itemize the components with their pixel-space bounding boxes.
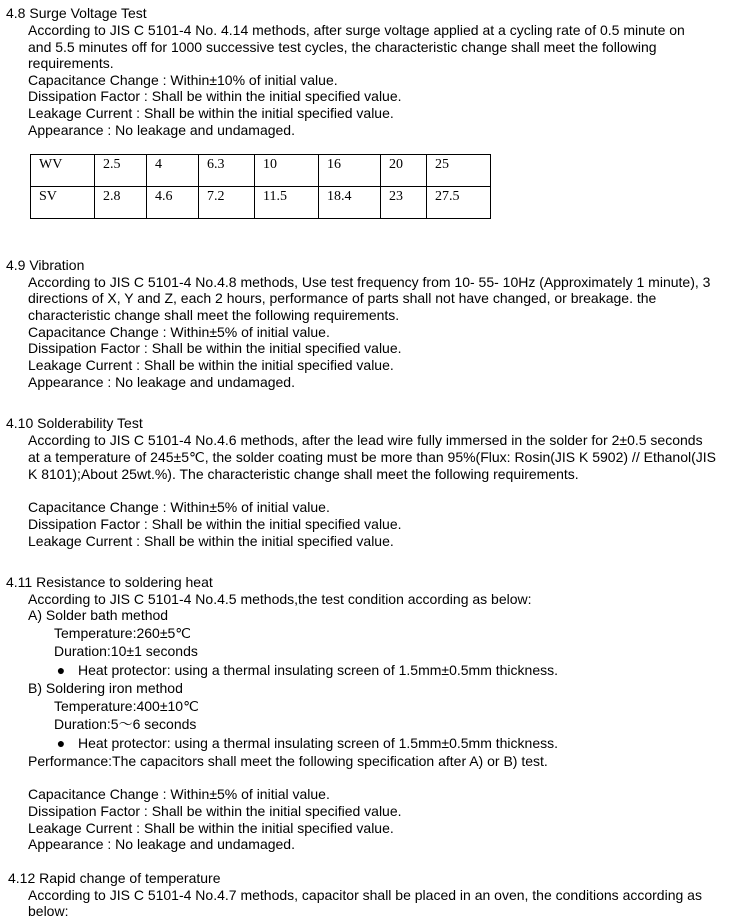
section-4-9-title: 4.9 Vibration <box>6 257 85 273</box>
s410-dissipation: Dissipation Factor : Shall be within the initial specified value. <box>28 516 402 532</box>
s410-capacitance: Capacitance Change : Within±5% of initial value. <box>28 499 330 515</box>
s410-line-3: K 8101);About 25wt.%). The characteristic change shall meet the following requirements. <box>28 466 579 482</box>
s48-line-3: requirements. <box>28 55 114 71</box>
s411-method-b-duration: Duration:5～6 seconds <box>54 716 197 732</box>
table-cell: SV <box>31 187 95 219</box>
s411-method-b-temperature: Temperature:400±10℃ <box>54 698 199 714</box>
table-row-sv <box>31 187 491 219</box>
table-cell: 11.5 <box>255 187 319 219</box>
s49-leakage: Leakage Current : Shall be within the initial specified value. <box>28 357 394 373</box>
s410-leakage: Leakage Current : Shall be within the initial specified value. <box>28 533 394 549</box>
section-4-12-title: 4.12 Rapid change of temperature <box>8 870 221 886</box>
s48-leakage: Leakage Current : Shall be within the initial specified value. <box>28 105 394 121</box>
wv-sv-table <box>30 154 491 219</box>
s49-line-2: directions of X, Y and Z, each 2 hours, performance of parts shall not have changed, or breakage. the <box>28 290 657 306</box>
s411-capacitance: Capacitance Change : Within±5% of initial value. <box>28 786 330 802</box>
s411-method-a-label: A) Solder bath method <box>28 607 169 623</box>
s411-method-a-duration: Duration:10±1 seconds <box>54 643 198 659</box>
bullet-icon: ● <box>56 662 66 678</box>
s48-line-2: and 5.5 minutes off for 1000 successive test cycles, the characteristic change shall meet the following <box>28 39 657 55</box>
table-cell: 2.8 <box>95 187 147 219</box>
table-cell: 23 <box>381 187 427 219</box>
s411-method-a-temperature: Temperature:260±5℃ <box>54 625 192 641</box>
s49-line-1: According to JIS C 5101-4 No.4.8 methods, Use test frequency from 10- 55- 10Hz (Approximately 1 minute), 3 <box>28 274 711 290</box>
table-cell: 10 <box>255 155 319 187</box>
s49-line-3: characteristic change shall meet the following requirements. <box>28 307 400 323</box>
section-4-10-title: 4.10 Solderability Test <box>6 415 143 431</box>
s411-leakage: Leakage Current : Shall be within the initial specified value. <box>28 820 394 836</box>
table-row-wv <box>31 155 491 187</box>
s48-appearance: Appearance : No leakage and undamaged. <box>28 122 295 138</box>
s49-appearance: Appearance : No leakage and undamaged. <box>28 374 295 390</box>
s411-appearance: Appearance : No leakage and undamaged. <box>28 836 295 852</box>
table-cell: 16 <box>319 155 381 187</box>
table-cell: WV <box>31 155 95 187</box>
s411-method-b-label: B) Soldering iron method <box>28 680 183 696</box>
s412-line-2: below: <box>28 903 69 919</box>
table-cell: 2.5 <box>95 155 147 187</box>
s411-intro: According to JIS C 5101-4 No.4.5 methods,the test condition according as below: <box>28 591 532 607</box>
table-cell: 6.3 <box>199 155 255 187</box>
table-cell: 7.2 <box>199 187 255 219</box>
table-cell: 20 <box>381 155 427 187</box>
table-cell: 18.4 <box>319 187 381 219</box>
s48-line-1: According to JIS C 5101-4 No. 4.14 methods, after surge voltage applied at a cycling rate of 0.5 minute on <box>28 22 685 38</box>
s49-capacitance: Capacitance Change : Within±5% of initial value. <box>28 324 330 340</box>
s48-capacitance: Capacitance Change : Within±10% of initial value. <box>28 72 338 88</box>
table-cell: 25 <box>427 155 491 187</box>
s411-method-b-heat-protector: Heat protector: using a thermal insulating screen of 1.5mm±0.5mm thickness. <box>78 735 559 751</box>
s410-line-1: According to JIS C 5101-4 No.4.6 methods, after the lead wire fully immersed in the solder for 2±0.5 seconds <box>28 432 703 448</box>
s411-performance: Performance:The capacitors shall meet the following specification after A) or B) test. <box>28 753 548 769</box>
bullet-icon: ● <box>56 735 66 751</box>
section-4-11-title: 4.11 Resistance to soldering heat <box>6 574 213 590</box>
s411-dissipation: Dissipation Factor : Shall be within the initial specified value. <box>28 803 402 819</box>
table-cell: 4 <box>147 155 199 187</box>
s49-dissipation: Dissipation Factor : Shall be within the initial specified value. <box>28 340 402 356</box>
s411-method-a-heat-protector: Heat protector: using a thermal insulating screen of 1.5mm±0.5mm thickness. <box>78 662 559 678</box>
table-cell: 27.5 <box>427 187 491 219</box>
table-cell: 4.6 <box>147 187 199 219</box>
s410-line-2: at a temperature of 245±5℃, the solder coating must be more than 95%(Flux: Rosin(JIS K 5902) // Ethanol(JIS <box>28 449 716 465</box>
section-4-8-title: 4.8 Surge Voltage Test <box>6 5 147 21</box>
s412-line-1: According to JIS C 5101-4 No.4.7 methods, capacitor shall be placed in an oven, the conditions according as <box>28 887 702 903</box>
s48-dissipation: Dissipation Factor : Shall be within the initial specified value. <box>28 88 402 104</box>
